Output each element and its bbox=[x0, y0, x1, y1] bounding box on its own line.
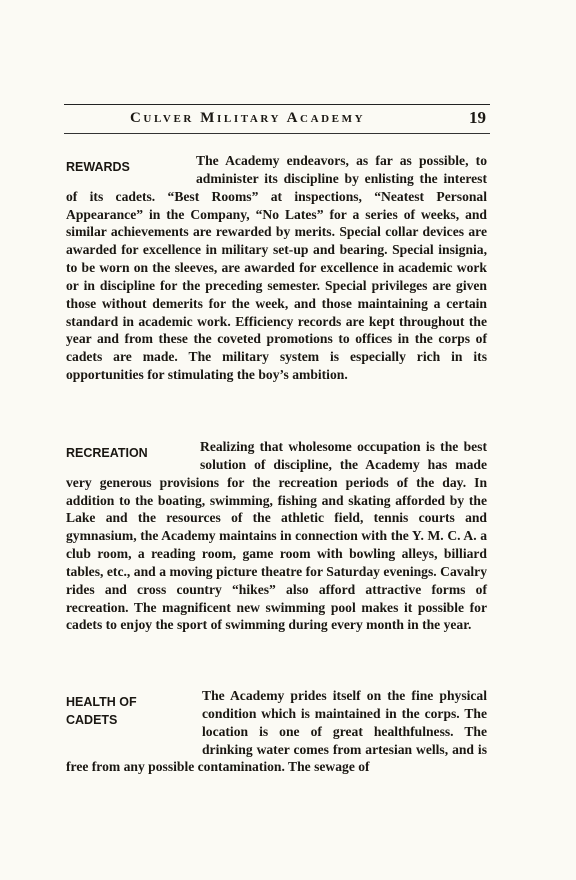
section-health bbox=[66, 687, 487, 776]
section-rewards bbox=[66, 152, 487, 384]
section-text-recreation: Realizing that wholesome occupation is the best solution of discipline, the Academy has made very generous provisions for the recreation periods of the day. In addition to the boating, swimming, fishing and skating afforded by the Lake and the resources of the athletic field, tennis courts and gymnasium, the Academy maintains in connection with the Y. M. C. A. a club room, a reading room, game room with bowling alleys, billiard tables, etc., and a moving picture theatre for Saturday evenings. Cavalry rides and cross country “hikes” also afford attractive forms of recreation. The magnificent new swimming pool makes it possible for cadets to enjoy the sport of swimming during every month in the year. bbox=[66, 439, 487, 633]
header-rule-bottom bbox=[64, 133, 490, 134]
section-heading-recreation: RECREATION bbox=[66, 446, 148, 460]
section-text-health: The Academy prides itself on the fine physical condition which is maintained in the corps. The location is one of great healthfulness. The drinking water comes from artesian wells, and is free from any possible contamination. The sewage of bbox=[66, 688, 487, 775]
section-heading-rewards: REWARDS bbox=[66, 160, 130, 174]
running-title: Culver Military Academy bbox=[130, 110, 366, 126]
section-recreation bbox=[66, 438, 487, 634]
running-head bbox=[64, 108, 490, 132]
header-rule-top bbox=[64, 104, 490, 105]
section-text-rewards: The Academy endeavors, as far as possible, to administer its discipline by enlisting the interest of its cadets. “Best Rooms” at inspections, “Neatest Personal Appearance” in the Company, “No Lates” for a series of weeks, and similar achievements are rewarded by merits. Special collar devices are awarded for excellence in military set-up and bearing. Special insignia, to be worn on the sleeves, are awarded for excellence in academic work or in discipline for the preceding semester. Special privileges are given those without demerits for the week, and those maintaining a certain standard in academic work. Efficiency records are kept throughout the year and from these the coveted promotions to offices in the corps of cadets are made. The military system is especially rich in its opportunities for stimulating the boy’s ambition. bbox=[66, 153, 487, 383]
page-number: 19 bbox=[469, 108, 486, 127]
section-heading-health: HEALTH OF CADETS bbox=[66, 695, 137, 727]
